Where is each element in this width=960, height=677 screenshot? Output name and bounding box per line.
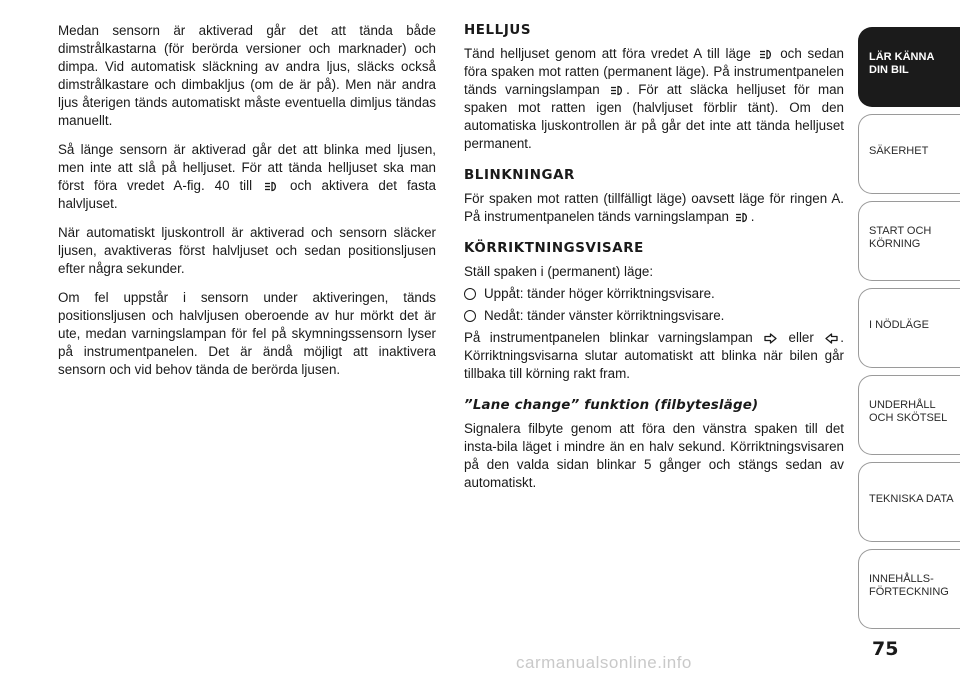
paragraph-korriktning [464,329,844,383]
left-column [58,22,436,390]
korriktning-text-a: På instrumentpanelen blinkar varningslampan [464,330,753,345]
blinkningar-text-a: För spaken mot ratten (tillfälligt läge) oavsett läge för ringen A. På instrumentpanelen tänds varningslampan [464,191,844,224]
blinkningar-text-b: . [750,209,755,224]
paragraph-dimljus: Medan sensorn är aktiverad går det att tända både dimstrålkastarna (för berörda versioner och marknader) och dimpa. Vid automatisk släckning av andra ljus, släcks också dimstrålkastare och dimbakljus (om de är på). Men när andra ljus återigen tänds automatiskt måste eventuella dimljus tändas manuellt. [58,23,436,128]
tab-start-och-korning[interactable] [858,201,960,281]
paragraph-blinka-text-a: Så länge sensorn är aktiverad går det att blinka med ljusen, men inte att slå på helljuset. För att tända helljuset ska man först föra vredet A-fig. 40 till [58,142,436,193]
tab-label: START OCH KÖRNING [869,225,932,250]
watermark: carmanualsonline.info [516,653,692,672]
high-beam-icon [264,181,278,192]
tab-sakerhet[interactable] [858,114,960,194]
korriktning-text-c: . Körriktningsvisarna slutar automatiskt att blinka när bilen går tillbaka till körning rakt fram. [464,330,844,381]
bullet-text: Nedåt: tänder vänster körriktningsvisare. [484,308,725,323]
section-blinkningar [464,167,844,226]
section-helljus [464,22,844,153]
section-korriktningsvisare [464,240,844,383]
paragraph-helljus [464,45,844,153]
paragraph-automatisk: När automatiskt ljuskontroll är aktiverad och sensorn släcker ljusen, avaktiveras först halvljuset och sedan positionsljusen efter några sekunder. [58,225,436,276]
tab-label: INNEHÅLLS- FÖRTECKNING [869,573,949,598]
tab-i-nodlage[interactable] [858,288,960,368]
bullet-circle-icon [464,310,476,322]
paragraph-lane-change: Signalera filbyte genom att föra den vänstra spaken till det insta-bila läget i mindre än en halv sekund. Körriktningsvisaren på den valda sidan blinkar 5 gånger och stängs sedan av automatiskt. [464,421,844,490]
tab-innehallsforteckning[interactable] [858,549,960,629]
paragraph-blinka [58,141,436,213]
turn-right-arrow-icon [764,333,777,344]
bullet-circle-icon [464,288,476,300]
paragraph-blinkningar [464,190,844,226]
helljus-text-a: Tänd helljuset genom att föra vredet A till läge [464,46,751,61]
heading-helljus: HELLJUS [464,23,532,38]
paragraph-korriktning-intro: Ställ spaken i (permanent) läge: [464,264,654,279]
bullet-text: Uppåt: tänder höger körriktningsvisare. [484,286,715,301]
page-number: 75 [872,638,899,660]
tab-tekniska-data[interactable] [858,462,960,542]
heading-lane-change: ”Lane change” funktion (filbytesläge) [464,398,759,413]
turn-left-arrow-icon [825,333,838,344]
paragraph-fel-sensor: Om fel uppstår i sensorn under aktiveringen, tänds positionsljusen och halvljusen oberoende av hur mörkt det är ute, medan varningslampan för fel på skymningssensorn lyser på instrumentpanelen. Det är ändå möjligt att inaktivera sensorn och vid behov tända de berörda ljusen. [58,290,436,377]
high-beam-icon [610,85,624,96]
tab-label: UNDERHÅLL OCH SKÖTSEL [869,399,948,424]
high-beam-icon [735,212,749,223]
heading-korriktningsvisare: KÖRRIKTNINGSVISARE [464,241,644,256]
tab-label: TEKNISKA DATA [869,493,954,505]
list-item [464,307,844,325]
high-beam-icon [759,49,773,60]
tab-label: SÄKERHET [869,145,929,157]
helljus-text-c: . För att släcka helljuset för man spaken mot ratten igen (halvljuset förblir tänt). Om den automatiska ljuskontrollen är på går det inte att tända helljuset permanent. [464,82,844,151]
paragraph-blinka-text-b: och aktivera det fasta halvljuset. [58,178,436,211]
korriktning-text-b: eller [788,330,814,345]
list-item [464,285,844,303]
tab-lar-kanna-din-bil[interactable] [858,27,960,107]
tab-underhall-och-skotsel[interactable] [858,375,960,455]
right-column [464,22,844,506]
heading-blinkningar: BLINKNINGAR [464,168,575,183]
tab-label: I NÖDLÄGE [869,319,929,331]
helljus-text-b: och sedan föra spaken mot ratten (permanent läge). På instrumentpanelen tänds varningslampan [464,46,844,97]
tab-label: LÄR KÄNNA DIN BIL [869,51,935,76]
section-lane-change [464,397,844,492]
chapter-tabs [858,27,960,636]
